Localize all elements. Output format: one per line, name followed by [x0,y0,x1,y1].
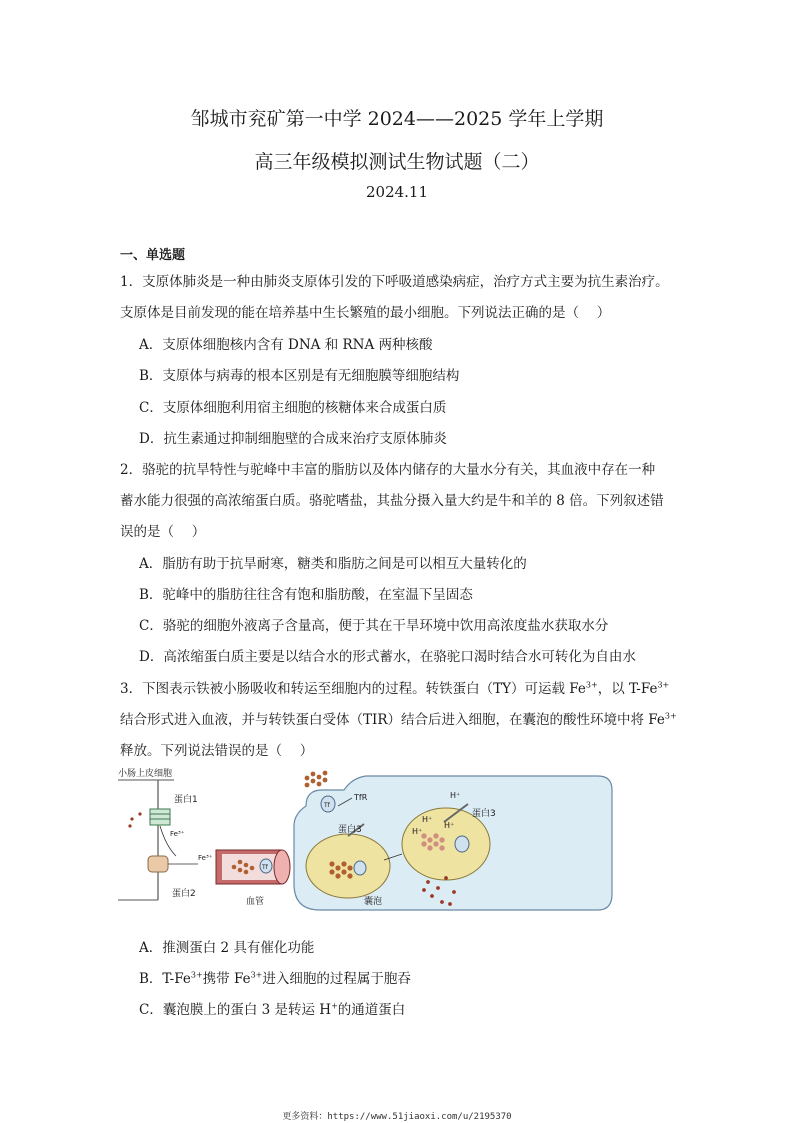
label-tfr: TfR [354,793,368,802]
q2-stem-line1: 2．骆驼的抗旱特性与驼峰中丰富的脂肪以及体内储存的大量水分有关，其血液中存在一种 [120,462,656,478]
q2-option-b: B．驼峰中的脂肪往往含有饱和脂肪酸，在室温下呈固态 [139,587,473,603]
protein1-channel [150,809,170,825]
section-title: 一、单选题 [120,248,186,263]
footer-link[interactable]: 更多资料：https://www.51jiaoxi.com/u/2195370 [282,1112,512,1122]
svg-text:Tf: Tf [262,864,268,871]
label-fe-2: Fe³⁺ [198,854,213,862]
q3-stem-line1: 3．下图表示铁被小肠吸收和转运至细胞内的过程。转铁蛋白（TY）可运载 $Fe^{3+}$，以 $T-Fe^{3+}$ [120,680,670,697]
exam-title-line2: 高三年级模拟测试生物试题（二） [254,151,540,173]
q3-stem-line3: 释放。下列说法错误的是（ ） [120,743,314,759]
svg-text:H⁺: H⁺ [450,791,461,800]
q2-stem-line3: 误的是（ ） [120,524,206,540]
q2-stem-line2: 蓄水能力很强的高浓缩蛋白质。骆驼嗜盐，其盐分摄入量大约是牛和羊的 8 倍。下列叙述错 [120,493,664,509]
label-hplus: H⁺ [422,815,433,824]
exam-date: 2024.11 [365,183,429,201]
label-tf: Tf [324,802,330,809]
q1-option-a: A．支原体细胞核内含有 DNA 和 RNA 两种核酸 [139,337,433,353]
label-protein3-right: 蛋白3 [472,809,496,819]
q1-option-d: D．抗生素通过抑制细胞壁的合成来治疗支原体肺炎 [139,431,447,447]
q2-option-d: D．高浓缩蛋白质主要是以结合水的形式蓄水，在骆驼口渴时结合水可转化为自由水 [139,649,636,665]
q3-option-a: A．推测蛋白 2 具有催化功能 [139,940,315,956]
q1-stem-line1: 1．支原体肺炎是一种由肺炎支原体引发的下呼吸道感染病症，治疗方式主要为抗生素治疗。 [120,274,669,290]
label-protein1: 蛋白1 [174,795,198,805]
q3-option-b: B．$T-Fe^{3+}$携带 $Fe^{3+}$进入细胞的过程属于胞吞 [139,970,411,987]
label-blood-vessel: 血管 [246,897,265,907]
q1-option-b: B．支原体与病毒的根本区别是有无细胞膜等细胞结构 [139,368,460,384]
label-fe-1: Fe³⁺ [170,830,185,838]
protein2-transporter [148,856,168,872]
q2-option-a: A．脂肪有助于抗旱耐寒，糖类和脂肪之间是可以相互大量转化的 [139,556,527,572]
svg-text:H⁺: H⁺ [412,827,423,836]
iron-transport-diagram [116,764,616,918]
iron-transport-figure [116,764,616,918]
label-vesicle: 囊泡 [364,897,383,907]
label-protein3-left: 蛋白3 [338,825,362,835]
q2-option-c: C．骆驼的细胞外液离子含量高，便于其在干旱环境中饮用高浓度盐水获取水分 [139,618,609,634]
label-intestinal-cell: 小肠上皮细胞 [118,769,173,779]
q1-option-c: C．支原体细胞利用宿主细胞的核糖体来合成蛋白质 [139,400,447,416]
exam-title-line1: 邹城市兖矿第一中学 2024——2025 学年上学期 [190,108,604,130]
q3-option-c: C．囊泡膜上的蛋白 3 是转运 H+的通道蛋白 [139,1001,406,1018]
label-protein2: 蛋白2 [172,889,196,899]
q3-stem-line2: 结合形式进入血液，并与转铁蛋白受体（TIR）结合后进入细胞，在囊泡的酸性环境中将 $Fe^{3+}$ [120,711,677,728]
q1-stem-line2: 支原体是目前发现的能在培养基中生长繁殖的最小细胞。下列说法正确的是（ ） [120,305,611,321]
vesicle-left [306,834,390,898]
svg-text:H⁺: H⁺ [444,821,455,830]
